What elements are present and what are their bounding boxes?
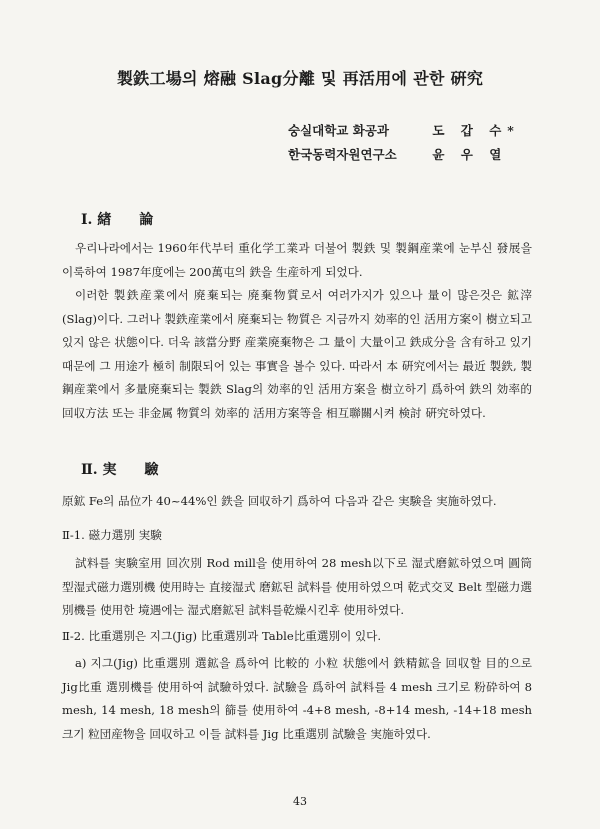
experiment-intro [62,490,532,514]
page-number: 43 [293,795,307,808]
magnetic-separation-text [62,552,532,623]
paper-title: 製鉄工場의 熔融 Slag分離 및 再活用에 관한 硏究 [116,69,484,88]
jig-separation-text [62,652,532,746]
author-block [288,121,520,169]
section-heading-experiment: Ⅱ. 実 驗 [81,462,159,478]
author-affiliation: 한국동력자원연구소 [288,147,397,162]
paragraph: 試料를 実験室用 回次別 Rod mill을 使用하여 28 mesh以下로 湿式磨鉱하였으며 圓筒型湿式磁力選別機 使用時는 直接湿式 磨鉱된 試料를 使用하였으며 乾式交叉 Belt 型磁力選別機를 使用한 境遇에는 湿式磨鉱된 試料를乾燥시킨후 使用하였다. [62,556,532,617]
author-row [288,121,520,145]
subsection-heading-magnetic: Ⅱ-1. 磁力選別 実験 [62,528,162,542]
paragraph: 우리나라에서는 1960年代부터 重化学工業과 더불어 製鉄 및 製鋼産業에 눈부신 發展을 이룩하여 1987年度에는 200萬屯의 鉄을 生産하게 되었다. [62,241,532,279]
paragraph: a) 지그(Jig) 比重選別 選鉱을 爲하여 比較的 小粒 状態에서 鉄精鉱을 回収할 目的으로 Jig比重 選別機를 使用하여 試驗하였다. 試驗을 爲하여 試料를 4 mesh 크기로 粉砕하여 8 mesh, 14 mesh, 18 mesh의 篩를 使用하여 -4+8 mesh, -8+14 mesh, -14+18 mesh 크기 粒団産物을 回収하고 이들 試料를 Jig 比重選別 試驗을 実施하였다. [62,656,532,741]
author-name: 도 갑 수* [432,123,520,138]
author-row [288,145,520,169]
introduction-body [62,237,532,425]
subsection-heading-gravity: Ⅱ-2. 比重選別은 지그(Jig) 比重選別과 Table比重選別이 있다. [62,629,382,643]
author-affiliation: 숭실대학교 화공과 [288,123,389,138]
paragraph: 原鉱 Fe의 品位가 40~44%인 鉄을 回収하기 爲하여 다음과 같은 実験을 実施하였다. [62,494,497,508]
paragraph: 이러한 製鉄産業에서 廃棄되는 廃棄物質로서 여러가지가 있으나 量이 많은것은 鉱滓(Slag)이다. 그러나 製鉄産業에서 廃棄되는 物質은 지금까지 効率的인 活用方案이 樹立되고 있지 않은 状態이다. 더욱 該當分野 産業廃棄物은 그 量이 大量이고 鉄成分을 含有하고 있기 때문에 그 用途가 極히 制限되어 있는 事實을 볼수 있다. 따라서 本 硏究에서는 最近 製鉄, 製鋼産業에서 多量廃棄되는 製鉄 Slag의 効率的인 活用方案을 樹立하기 爲하여 鉄의 効率的 回収方法 또는 非金属 物質의 効率的 活用方案等을 相互聯關시켜 検討 硏究하였다. [62,288,532,420]
author-name: 윤 우 열 [432,147,508,162]
section-heading-introduction: Ⅰ. 緖 論 [81,212,154,228]
